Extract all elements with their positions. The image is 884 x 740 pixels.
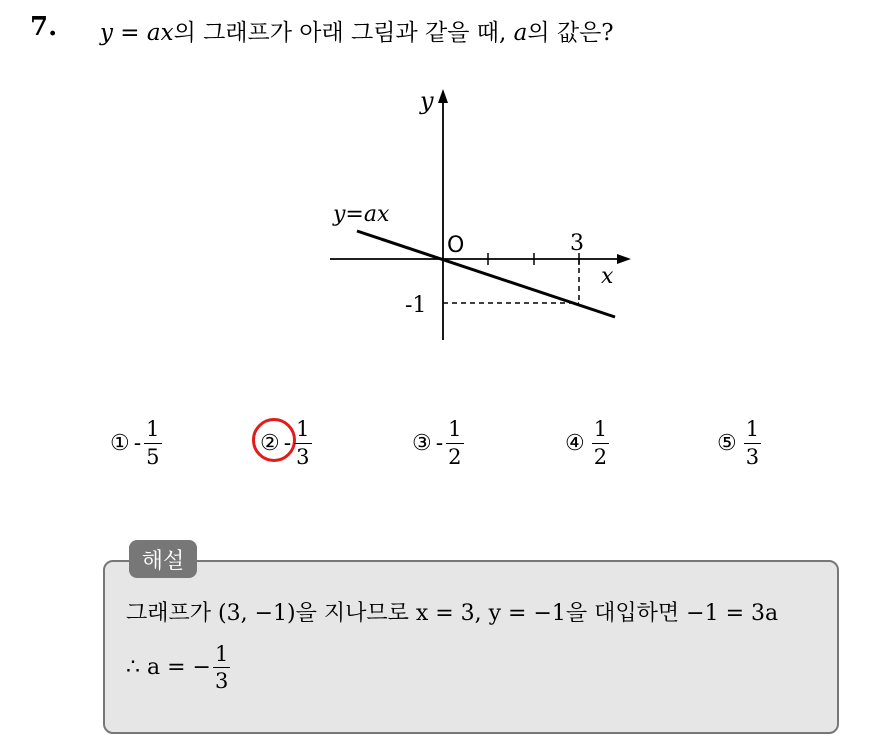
choice-5-marker: ⑤ bbox=[717, 430, 737, 456]
y-axis-arrow-icon bbox=[438, 89, 448, 103]
origin-label: O bbox=[447, 233, 465, 258]
question-eq: = bbox=[113, 20, 147, 46]
y-tick-label: -1 bbox=[405, 293, 427, 318]
choice-1[interactable] bbox=[110, 408, 162, 478]
choice-3[interactable] bbox=[412, 408, 464, 478]
question-var-a: a bbox=[513, 20, 528, 46]
choice-5-denominator: 3 bbox=[745, 444, 760, 469]
choice-2[interactable] bbox=[260, 408, 312, 478]
choice-4-denominator: 2 bbox=[593, 444, 608, 469]
choice-3-numerator: 1 bbox=[446, 417, 463, 443]
choice-4[interactable] bbox=[565, 408, 609, 478]
choice-3-fraction bbox=[446, 417, 463, 468]
question-var-ax: ax bbox=[146, 20, 174, 46]
x-axis-label: x bbox=[601, 264, 614, 289]
choice-2-marker: ② bbox=[260, 430, 280, 456]
choice-3-marker: ③ bbox=[412, 430, 432, 456]
y-axis-label: y bbox=[420, 87, 434, 115]
x-axis-arrow-icon bbox=[617, 254, 631, 264]
choice-5-fraction bbox=[744, 417, 761, 468]
question-number: 7. bbox=[30, 12, 58, 42]
line-label: y=ax bbox=[333, 202, 390, 227]
choice-1-sign: - bbox=[133, 430, 142, 456]
question-var-y: y bbox=[100, 20, 113, 46]
solution-line-2 bbox=[126, 642, 230, 693]
solution-tag: 해설 bbox=[129, 540, 197, 578]
choice-1-marker: ① bbox=[110, 430, 130, 456]
answer-choices bbox=[0, 408, 884, 478]
solution-line-1: 그래프가 (3, −1)을 지나므로 x = 3, y = −1을 대입하면 −1 = 3a bbox=[126, 601, 779, 626]
choice-1-numerator: 1 bbox=[144, 417, 161, 443]
choice-2-denominator: 3 bbox=[296, 444, 310, 469]
choice-3-sign: - bbox=[435, 430, 444, 456]
question-body: 의 그래프가 아래 그림과 같을 때, bbox=[173, 20, 514, 46]
solution-numerator: 1 bbox=[213, 642, 230, 668]
solution-fraction bbox=[213, 642, 230, 693]
choice-5[interactable] bbox=[717, 408, 761, 478]
x-tick-label: 3 bbox=[570, 231, 584, 256]
choice-1-fraction bbox=[144, 417, 161, 468]
question-end: 의 값은? bbox=[527, 20, 614, 46]
choice-2-fraction bbox=[294, 417, 311, 468]
choice-4-marker: ④ bbox=[565, 430, 585, 456]
choice-4-numerator: 1 bbox=[592, 417, 609, 443]
question-text bbox=[100, 14, 614, 47]
line-graph bbox=[325, 85, 645, 345]
solution-denominator: 3 bbox=[214, 669, 229, 694]
choice-2-numerator: 1 bbox=[294, 417, 311, 443]
choice-2-sign: - bbox=[283, 430, 292, 456]
choice-3-denominator: 2 bbox=[448, 444, 462, 469]
choice-5-numerator: 1 bbox=[744, 417, 761, 443]
solution-conclusion: ∴ a = − bbox=[126, 655, 211, 681]
choice-4-fraction bbox=[592, 417, 609, 468]
choice-1-denominator: 5 bbox=[146, 444, 160, 469]
